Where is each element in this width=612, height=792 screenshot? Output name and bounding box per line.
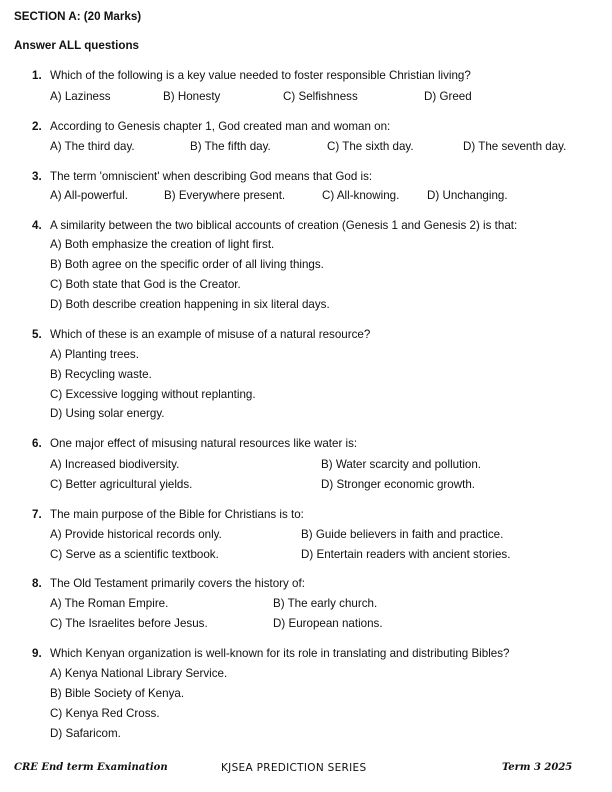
- answer-option: C) The sixth day.: [327, 140, 414, 153]
- answer-option: A) The Roman Empire.: [50, 597, 169, 610]
- answer-option: C) Excessive logging without replanting.: [50, 388, 256, 401]
- answer-option: C) Better agricultural yields.: [50, 478, 193, 491]
- answer-option: D) Using solar energy.: [50, 407, 165, 420]
- answer-option: D) Stronger economic growth.: [321, 478, 476, 491]
- question-number: 5.: [32, 328, 42, 341]
- answer-option: D) Entertain readers with ancient stories.: [301, 548, 511, 561]
- answer-option: A) All-powerful.: [50, 189, 128, 202]
- question-text: One major effect of misusing natural resources like water is:: [50, 437, 358, 450]
- answer-option: C) Serve as a scientific textbook.: [50, 548, 219, 561]
- footer-center: KJSEA PREDICTION SERIES: [221, 762, 367, 774]
- answer-option: A) Both emphasize the creation of light first.: [50, 238, 275, 251]
- answer-option: B) The fifth day.: [190, 140, 271, 153]
- answer-option: D) European nations.: [273, 617, 383, 630]
- question-text: A similarity between the two biblical accounts of creation (Genesis 1 and Genesis 2) is that:: [50, 219, 518, 232]
- question-text: The main purpose of the Bible for Christians is to:: [50, 508, 304, 521]
- answer-option: B) Honesty: [163, 90, 221, 103]
- answer-option: A) Increased biodiversity.: [50, 458, 180, 471]
- question-text: Which of the following is a key value needed to foster responsible Christian living?: [50, 69, 471, 82]
- answer-option: C) Selfishness: [283, 90, 358, 103]
- instruction: Answer ALL questions: [14, 39, 139, 52]
- question-number: 3.: [32, 170, 42, 183]
- question-number: 1.: [32, 69, 42, 82]
- question-text: The term 'omniscient' when describing God means that God is:: [50, 170, 373, 183]
- answer-option: A) The third day.: [50, 140, 135, 153]
- question-text: Which of these is an example of misuse of a natural resource?: [50, 328, 371, 341]
- question-text: The Old Testament primarily covers the history of:: [50, 577, 305, 590]
- answer-option: D) The seventh day.: [463, 140, 567, 153]
- answer-option: B) Water scarcity and pollution.: [321, 458, 482, 471]
- answer-option: C) Kenya Red Cross.: [50, 707, 160, 720]
- answer-option: A) Kenya National Library Service.: [50, 667, 228, 680]
- answer-option: A) Laziness: [50, 90, 111, 103]
- question-number: 6.: [32, 437, 42, 450]
- answer-option: B) Recycling waste.: [50, 368, 152, 381]
- answer-option: A) Planting trees.: [50, 348, 139, 361]
- answer-option: C) Both state that God is the Creator.: [50, 278, 241, 291]
- footer-right: Term 3 2025: [502, 762, 573, 773]
- question-number: 7.: [32, 508, 42, 521]
- answer-option: B) Bible Society of Kenya.: [50, 687, 185, 700]
- answer-option: B) The early church.: [273, 597, 378, 610]
- question-text: Which Kenyan organization is well-known for its role in translating and distributing Bibles?: [50, 647, 510, 660]
- answer-option: A) Provide historical records only.: [50, 528, 222, 541]
- question-number: 8.: [32, 577, 42, 590]
- section-title: SECTION A: (20 Marks): [14, 10, 142, 23]
- question-number: 9.: [32, 647, 42, 660]
- answer-option: B) Everywhere present.: [164, 189, 286, 202]
- answer-option: B) Guide believers in faith and practice.: [301, 528, 504, 541]
- answer-option: D) Both describe creation happening in six literal days.: [50, 298, 330, 311]
- answer-option: C) All-knowing.: [322, 189, 400, 202]
- answer-option: B) Both agree on the specific order of all living things.: [50, 258, 324, 271]
- answer-option: D) Safaricom.: [50, 727, 121, 740]
- question-number: 4.: [32, 219, 42, 232]
- footer-left: CRE End term Examination: [14, 762, 168, 773]
- question-text: According to Genesis chapter 1, God created man and woman on:: [50, 120, 391, 133]
- answer-option: C) The Israelites before Jesus.: [50, 617, 208, 630]
- question-number: 2.: [32, 120, 42, 133]
- answer-option: D) Unchanging.: [427, 189, 508, 202]
- answer-option: D) Greed: [424, 90, 472, 103]
